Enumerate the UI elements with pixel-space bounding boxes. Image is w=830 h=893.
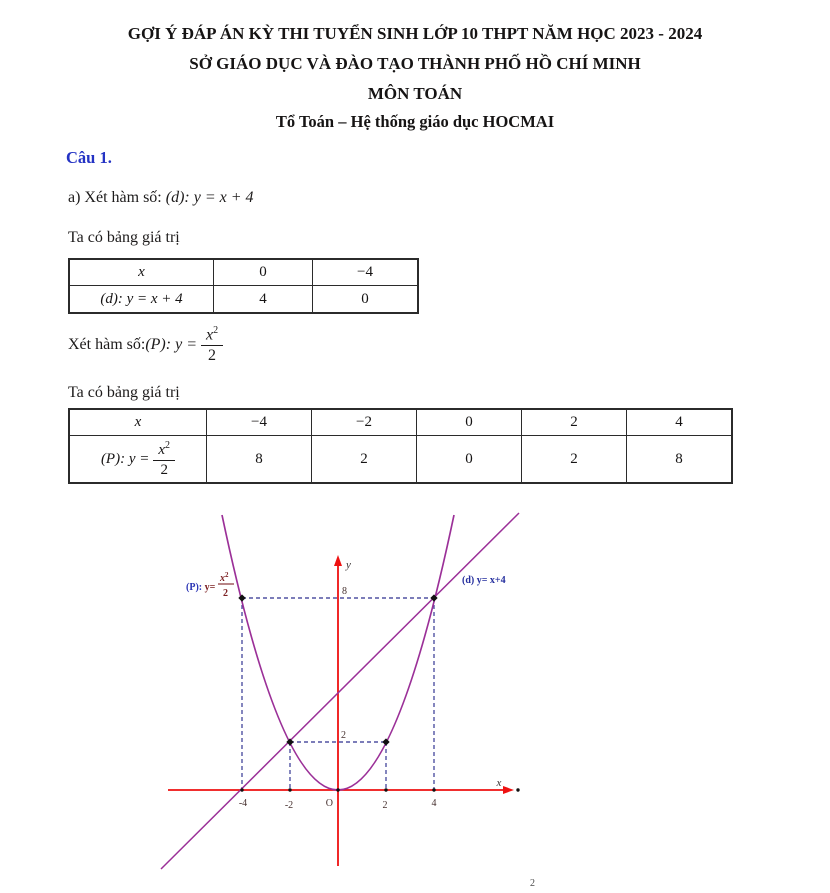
table-cell: 4 — [214, 286, 313, 314]
y-value-label-8: 8 — [342, 586, 347, 597]
title-line-1: GỢI Ý ĐÁP ÁN KỲ THI TUYỂN SINH LỚP 10 THPT NĂM HỌC 2023 - 2024 — [127, 24, 703, 43]
table-cell: 8 — [207, 436, 312, 484]
y-value-label-2: 2 — [341, 730, 346, 741]
parabola-frac-sup: 2 — [225, 571, 229, 579]
point-marker — [238, 594, 245, 601]
table-cell: 0 — [313, 286, 419, 314]
y-axis-label: y — [346, 559, 351, 571]
table-cell: 0 — [417, 436, 522, 484]
x-tick-label: 2 — [382, 800, 388, 811]
fraction-num-base: x — [158, 442, 166, 458]
tick-dot — [240, 788, 243, 791]
tick-dot — [384, 788, 387, 791]
table-cell: 0 — [214, 259, 313, 286]
table-cell: 4 — [627, 409, 733, 436]
x-tick-label: -4 — [238, 798, 248, 809]
table-row — [69, 286, 418, 314]
fraction-num-exp: 2 — [165, 440, 171, 451]
table-cell: 0 — [417, 409, 522, 436]
table-cell: 2 — [312, 436, 417, 484]
tick-dot — [288, 788, 291, 791]
part-a-line — [68, 189, 254, 207]
parabola-frac-den: 2 — [223, 588, 228, 599]
tick-dot — [432, 788, 435, 791]
axes — [168, 555, 520, 866]
table-cell: −4 — [313, 259, 419, 286]
line-curve — [161, 513, 519, 869]
fraction-denominator: 2 — [160, 461, 168, 478]
table-cell — [69, 259, 214, 286]
cell-text: x — [134, 414, 142, 430]
table-cell — [69, 436, 207, 484]
cell-text: (d): y = x + 4 — [100, 290, 183, 307]
y-axis-arrow — [334, 555, 342, 566]
x-axis-arrow — [503, 786, 514, 794]
fraction-num-exp: 2 — [213, 325, 219, 337]
parabola-label — [186, 571, 234, 599]
function-graph — [0, 500, 830, 882]
fraction-numerator — [201, 325, 223, 346]
origin-label: O — [325, 798, 333, 809]
svg-text:(P): y= — [186, 582, 216, 593]
cell-text: x — [138, 264, 145, 280]
table-cell: 2 — [522, 436, 627, 484]
line-label: (d) y= x+4 — [462, 575, 506, 586]
fraction — [201, 325, 223, 365]
fraction-numerator — [153, 440, 175, 461]
x-axis-end-dot — [516, 788, 519, 791]
cell-text — [74, 440, 202, 478]
part-a-prefix: a) Xét hàm số: — [68, 189, 166, 206]
tick-dot — [336, 788, 339, 791]
fraction — [153, 440, 175, 478]
table-row — [69, 436, 732, 484]
table-cell — [69, 409, 207, 436]
part-p-line — [68, 322, 223, 368]
x-tick-label: -2 — [284, 800, 294, 811]
title-line-4: Tổ Toán – Hệ thống giáo dục HOCMAI — [275, 112, 555, 131]
parabola-frac-num: x — [220, 573, 225, 584]
parabola-label-eq: y= — [202, 582, 216, 593]
part-p-prefix: Xét hàm số: — [68, 336, 146, 353]
table-caption-2: Ta có bảng giá trị — [68, 384, 180, 401]
x-axis-label: x — [496, 777, 502, 789]
fraction-denominator: 2 — [208, 347, 217, 365]
section-title — [66, 148, 112, 168]
table-cell: 2 — [522, 409, 627, 436]
table-cell: 8 — [627, 436, 733, 484]
values-table-d — [68, 258, 419, 314]
table-cell: −2 — [312, 409, 417, 436]
p-label-prefix: (P): y = — [100, 450, 150, 467]
table-cell — [69, 286, 214, 314]
part-a-equation: (d): y = x + 4 — [165, 189, 254, 206]
fraction-num-base: x — [205, 326, 214, 344]
table-row — [69, 409, 732, 436]
table-caption-1: Ta có bảng giá trị — [68, 229, 180, 246]
title-line-2: SỞ GIÁO DỤC VÀ ĐÀO TẠO THÀNH PHỐ HỒ CHÍ MINH — [189, 54, 641, 73]
cutoff-text-fragment: 2 — [530, 878, 535, 889]
section-title-text: Câu 1. — [66, 148, 112, 167]
table-cell: −4 — [207, 409, 312, 436]
part-p-equation-prefix: (P): y = — [145, 336, 197, 353]
values-table-p — [68, 408, 733, 484]
parabola-label-name: (P): — [186, 582, 203, 593]
table-row — [69, 259, 418, 286]
svg-text:x2 — [219, 571, 229, 584]
x-tick-label: 4 — [431, 798, 437, 809]
title-line-3: MÔN TOÁN — [367, 84, 463, 103]
